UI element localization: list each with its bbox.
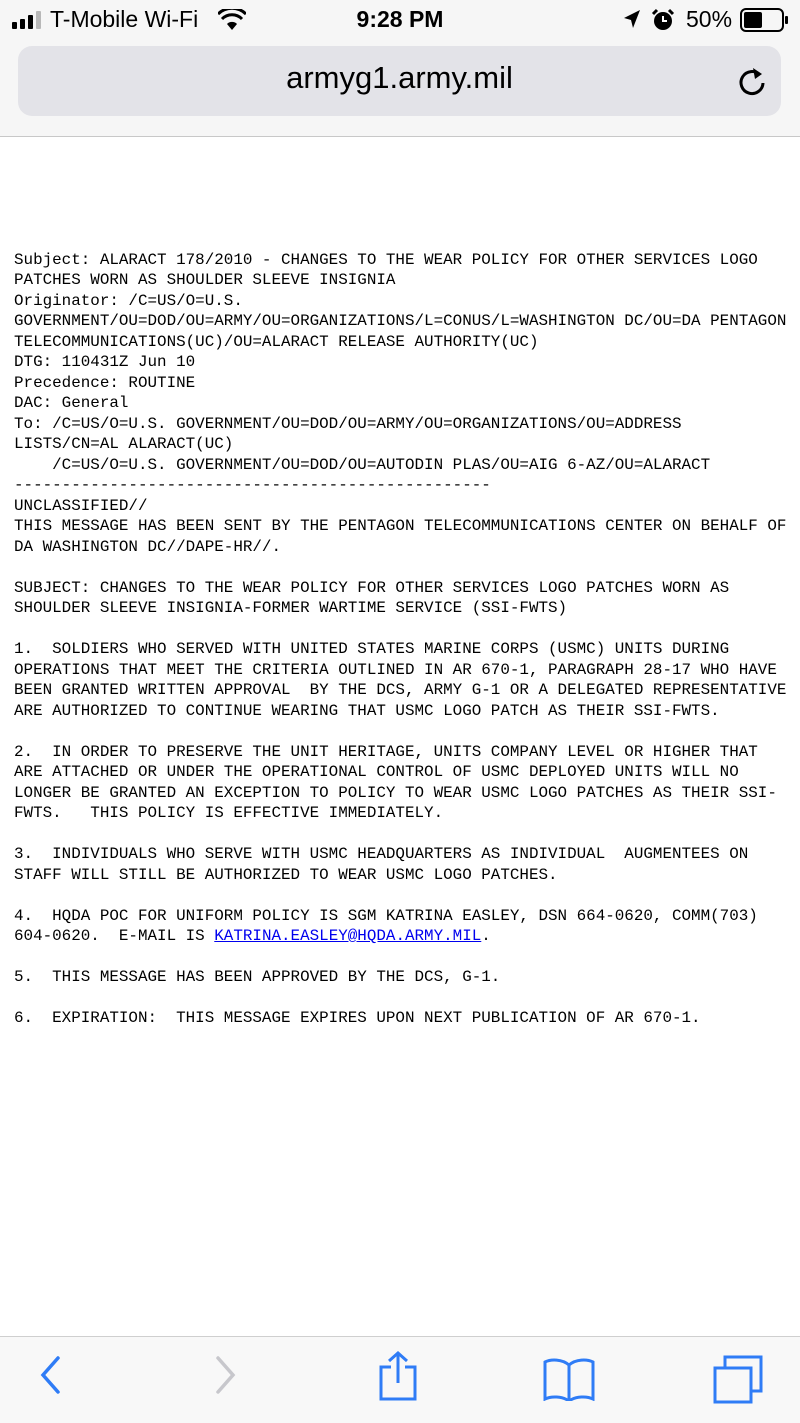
text-line: 2. IN ORDER TO PRESERVE THE UNIT HERITAGE, UNITS COMPANY LEVEL OR HIGHER THAT xyxy=(14,742,758,761)
status-bar xyxy=(0,0,800,40)
text-line: PATCHES WORN AS SHOULDER SLEEVE INSIGNIA xyxy=(14,271,396,289)
text-line: ARE AUTHORIZED TO CONTINUE WEARING THAT USMC LOGO PATCH AS THEIR SSI-FWTS. xyxy=(14,701,720,720)
text-line: -------------------------------------------------- xyxy=(14,476,491,494)
text-line: LISTS/CN=AL ALARACT(UC) xyxy=(14,435,234,453)
text-line: Subject: ALARACT 178/2010 - CHANGES TO THE WEAR POLICY FOR OTHER SERVICES LOGO xyxy=(14,250,758,269)
reload-icon[interactable] xyxy=(734,64,770,100)
email-suffix: . xyxy=(481,927,491,945)
text-line: 3. INDIVIDUALS WHO SERVE WITH USMC HEADQUARTERS AS INDIVIDUAL AUGMENTEES ON xyxy=(14,845,749,863)
text-line: SHOULDER SLEEVE INSIGNIA-FORMER WARTIME SERVICE (SSI-FWTS) xyxy=(14,599,568,617)
bookmarks-icon[interactable] xyxy=(542,1357,596,1401)
text-line: DA WASHINGTON DC//DAPE-HR//. xyxy=(14,537,282,556)
text-line: Originator: /C=US/O=U.S. xyxy=(14,291,243,310)
text-line: ARE ATTACHED OR UNDER THE OPERATIONAL CONTROL OF USMC DEPLOYED UNITS WILL NO xyxy=(14,763,739,781)
text-line: THIS MESSAGE HAS BEEN SENT BY THE PENTAGON TELECOMMUNICATIONS CENTER ON BEHALF OF xyxy=(14,517,787,535)
battery-icon xyxy=(740,8,790,32)
text-line: FWTS. THIS POLICY IS EFFECTIVE IMMEDIATELY. xyxy=(14,804,444,822)
text-line: STAFF WILL STILL BE AUTHORIZED TO WEAR USMC LOGO PATCHES. xyxy=(14,865,558,884)
tabs-icon[interactable] xyxy=(712,1355,764,1405)
text-line: BEEN GRANTED WRITTEN APPROVAL BY THE DCS, ARMY G-1 OR A DELEGATED REPRESENTATIVE xyxy=(14,681,787,699)
paragraph-4-line-2 xyxy=(14,926,799,947)
classification: UNCLASSIFIED// xyxy=(14,496,148,515)
carrier-name: T-Mobile Wi-Fi xyxy=(50,6,199,32)
text-line: DAC: General xyxy=(14,394,129,412)
text-line: DTG: 110431Z Jun 10 xyxy=(14,353,196,371)
paragraph-4 xyxy=(14,906,799,947)
text-line: GOVERNMENT/OU=DOD/OU=ARMY/OU=ORGANIZATIONS/L=CONUS/L=WASHINGTON DC/OU=DA PENTAGON xyxy=(14,312,787,330)
forward-icon[interactable] xyxy=(214,1355,238,1395)
browser-chrome xyxy=(0,0,800,137)
text-line: To: /C=US/O=U.S. GOVERNMENT/OU=DOD/OU=ARMY/OU=ORGANIZATIONS/OU=ADDRESS xyxy=(14,414,682,433)
message-document xyxy=(14,229,799,1029)
text-line: TELECOMMUNICATIONS(UC)/OU=ALARACT RELEASE AUTHORITY(UC) xyxy=(14,332,539,351)
back-icon[interactable] xyxy=(38,1355,62,1395)
subject-block xyxy=(14,578,799,619)
text-line: SUBJECT: CHANGES TO THE WEAR POLICY FOR OTHER SERVICES LOGO PATCHES WORN AS xyxy=(14,578,730,597)
paragraph-1 xyxy=(14,639,799,721)
location-icon xyxy=(623,9,641,29)
paragraph-2 xyxy=(14,742,799,824)
alarm-icon xyxy=(651,8,675,32)
share-icon[interactable] xyxy=(378,1351,418,1401)
text-line: OPERATIONS THAT MEET THE CRITERIA OUTLINED IN AR 670-1, PARAGRAPH 28-17 WHO HAVE xyxy=(14,660,777,679)
paragraph-5: 5. THIS MESSAGE HAS BEEN APPROVED BY THE DCS, G-1. xyxy=(14,968,501,986)
message-header xyxy=(14,250,799,496)
text-line: Precedence: ROUTINE xyxy=(14,373,196,392)
url-text[interactable]: armyg1.army.mil xyxy=(286,60,513,95)
paragraph-4-line-1: 4. HQDA POC FOR UNIFORM POLICY IS SGM KATRINA EASLEY, DSN 664-0620, COMM(703) xyxy=(14,906,758,925)
text-line: LONGER BE GRANTED AN EXCEPTION TO POLICY TO WEAR USMC LOGO PATCHES AS THEIR SSI- xyxy=(14,783,777,802)
paragraph-6: 6. EXPIRATION: THIS MESSAGE EXPIRES UPON NEXT PUBLICATION OF AR 670-1. xyxy=(14,1009,701,1027)
text-line: 1. SOLDIERS WHO SERVED WITH UNITED STATES MARINE CORPS (USMC) UNITS DURING xyxy=(14,640,730,658)
paragraph-3 xyxy=(14,844,799,885)
battery-percent: 50% xyxy=(686,6,733,32)
clock: 9:28 PM xyxy=(356,6,444,32)
email-link[interactable]: KATRINA.EASLEY@HQDA.ARMY.MIL xyxy=(214,927,482,945)
text-line: /C=US/O=U.S. GOVERNMENT/OU=DOD/OU=AUTODIN PLAS/OU=AIG 6-AZ/OU=ALARACT xyxy=(14,455,711,474)
intro xyxy=(14,516,799,557)
address-bar[interactable] xyxy=(18,46,781,116)
bottom-toolbar xyxy=(0,1336,800,1423)
email-prefix: 604-0620. E-MAIL IS xyxy=(14,927,215,945)
